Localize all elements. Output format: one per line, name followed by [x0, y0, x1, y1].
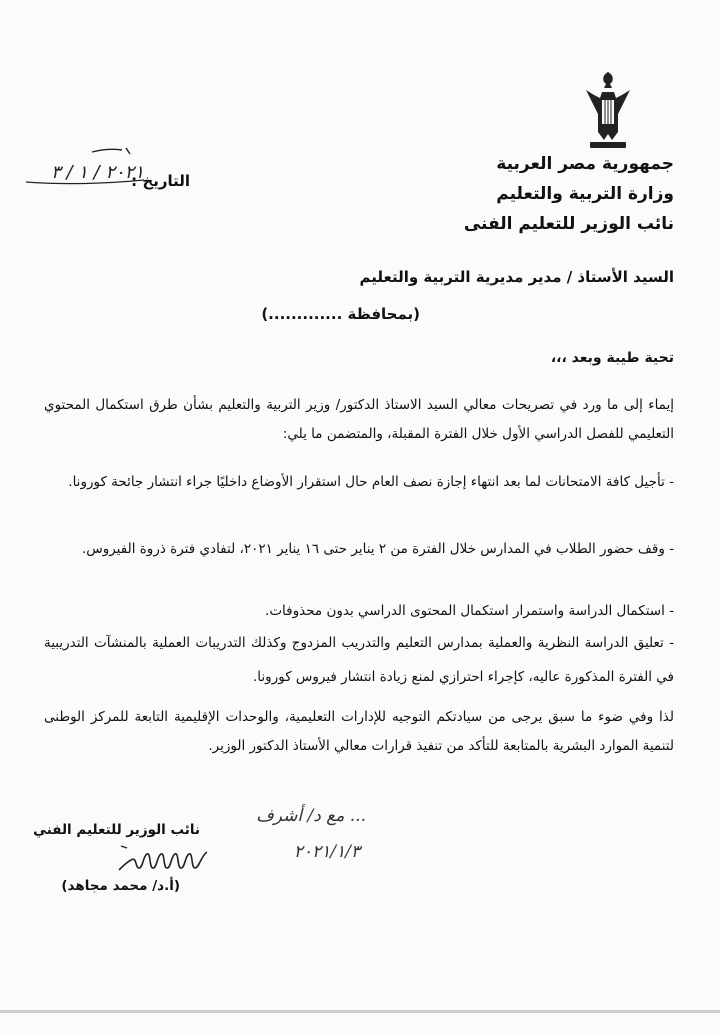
bullet-item: - تأجيل كافة الامتحانات لما بعد انتهاء إجازة نصف العام حال استقرار الأوضاع داخليًا جراء انتشار جائحة كورونا.: [68, 474, 674, 490]
signature-title: نائب الوزير للتعليم الفني: [33, 822, 200, 838]
page-edge-divider: [0, 1010, 720, 1013]
handwritten-note: [250, 795, 370, 870]
svg-text:٢٠٢١ / ١ / ٣: ٢٠٢١ / ١ / ٣: [50, 162, 144, 183]
closing-paragraph: لذا وفي ضوء ما سبق يرجى من سيادتكم التوجيه للإدارات التعليمية، والوحدات الإقليمية التابعة للمركز الوطنى لتنمية الموارد البشرية بالمتابعة للتأكد من تنفيذ قرارات معالي الأستاذ الدكتور الوزير.: [44, 709, 674, 754]
bullet-item: - وقف حضور الطلاب في المدارس خلال الفترة من ٢ يناير حتى ١٦ يناير ٢٠٢١، لتفادي فترة ذروة الفيروس.: [81, 541, 674, 557]
bullet-item: - استكمال الدراسة واستمرار استكمال المحتوى الدراسي بدون محذوفات.: [265, 603, 674, 619]
intro-paragraph: إيماء إلى ما ورد في تصريحات معالي السيد الاستاذ الدكتور/ وزير التربية والتعليم بشأن طرق استكمال المحتوي التعليمي للفصل الدراسي الأول خلال الفترة المقبلة، والمتضمن ما يلي:: [44, 397, 674, 442]
header-country: جمهورية مصر العربية: [496, 154, 674, 174]
svg-text:٢٠٢١/١/٣: ٢٠٢١/١/٣: [293, 842, 360, 862]
handwritten-date: [22, 146, 148, 188]
header-office: نائب الوزير للتعليم الفنى: [463, 214, 674, 234]
signature-scribble: [115, 838, 210, 874]
header-ministry: وزارة التربية والتعليم: [496, 184, 674, 204]
date-label: التاريخ :: [131, 172, 190, 190]
addressee-line: السيد الأستاذ / مدير مديرية التربية والتعليم: [359, 268, 674, 286]
greeting: تحية طيبة وبعد ،،،: [550, 350, 674, 366]
signatory-name: (أ.د/ محمد مجاهد): [61, 878, 180, 894]
svg-text:مع د/ أشرف ...: مع د/ أشرف ...: [256, 806, 366, 826]
egypt-eagle-emblem-icon: [580, 70, 636, 152]
governorate-line: (بمحافظة .............): [261, 305, 420, 323]
bullet-item: - تعليق الدراسة النظرية والعملية بمدارس التعليم والتدريب المزدوج وكذلك التدريبات العملية بالمنشآت التدريبية في الفترة المذكورة عاليه، كإجراء احترازي لمنع زيادة انتشار فيروس كورونا.: [44, 635, 674, 685]
